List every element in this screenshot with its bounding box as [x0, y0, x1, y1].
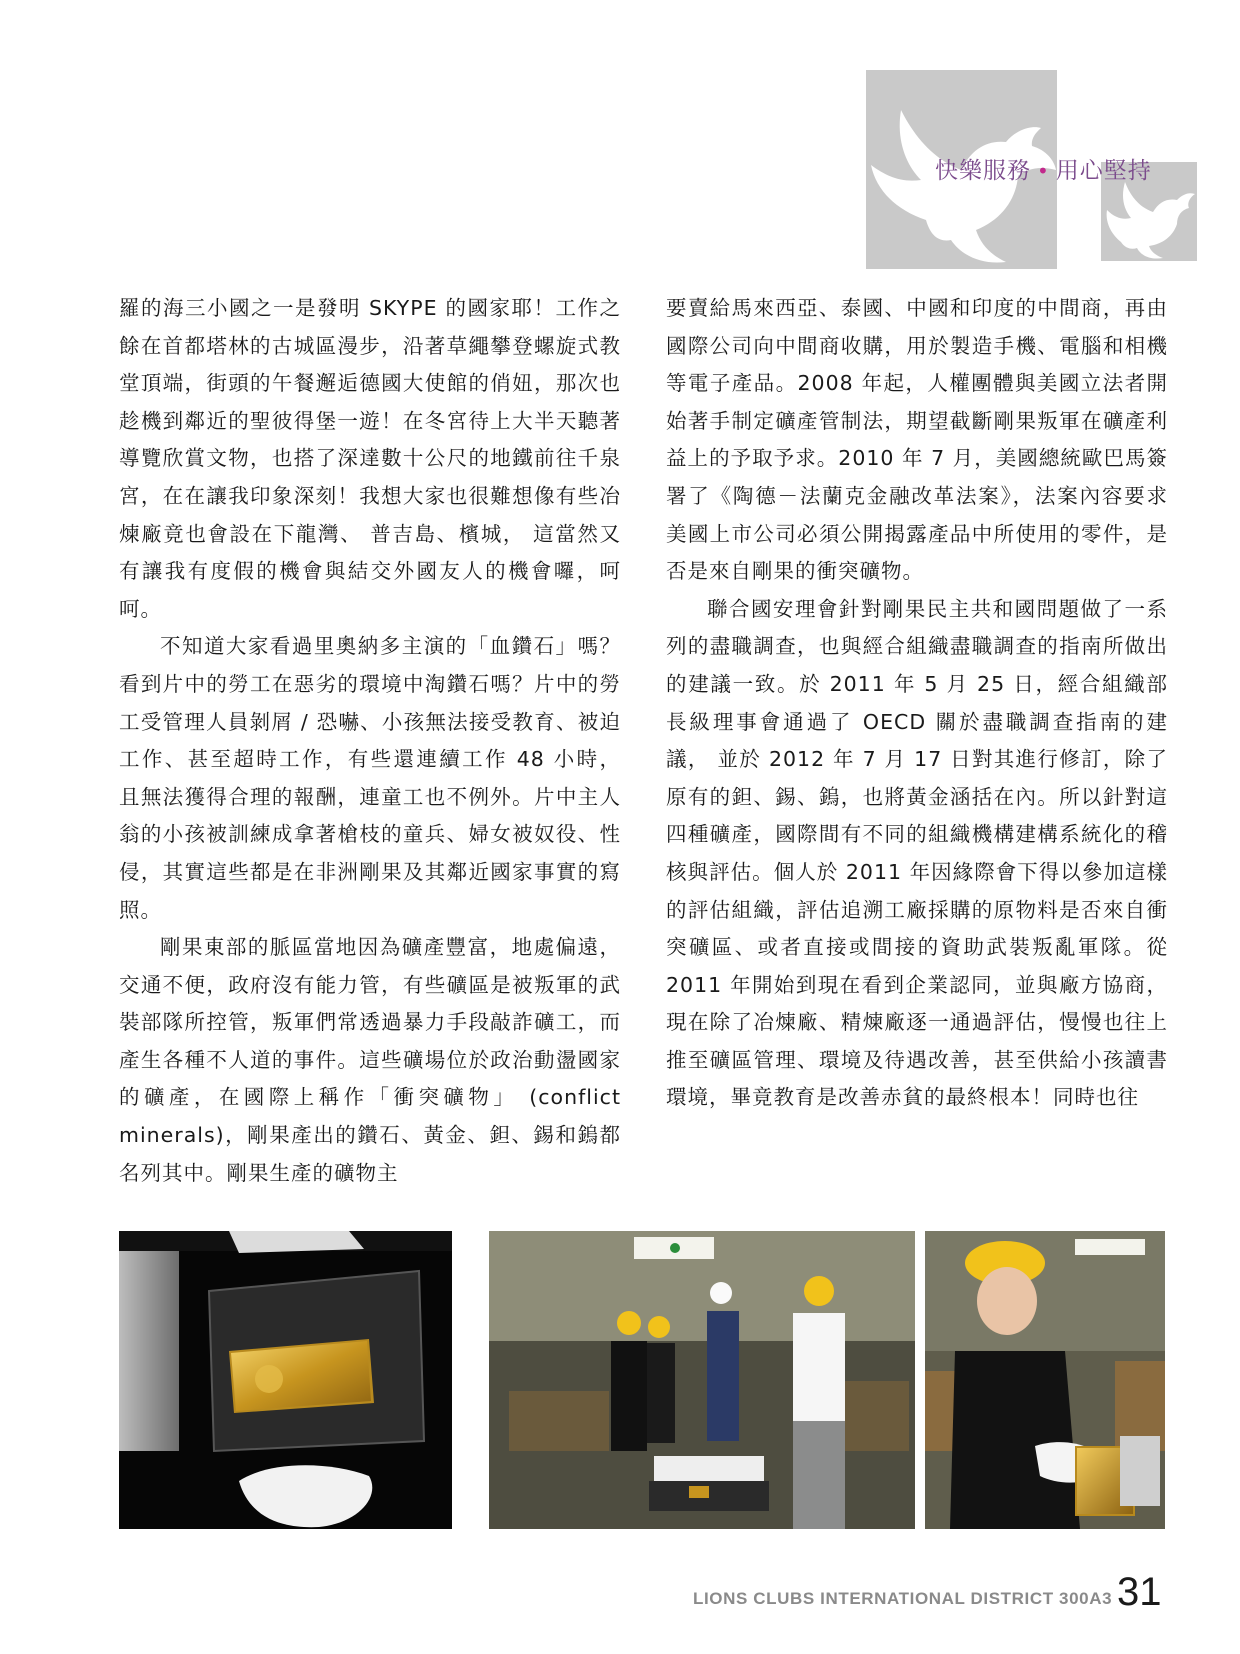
paragraph: 聯合國安理會針對剛果民主共和國問題做了一系列的盡職調查，也與經合組織盡職調查的指南所做出的建議一致。於 2011 年 5 月 25 日，經合組織部長級理事會通過了 OECD 關於盡職調查指南的建議， 並於 2012 年 7 月 17 日對其進行修訂，除了原有的鉭、錫、鎢，也將黃金涵括在內。所以針對這四種礦產，國際間有不同的組織機構建構系統化的稽核與評估。個人於 2011 年因緣際會下得以參加這樣的評估組織，評估追溯工廠採購的原物料是否來自衝突礦區、或者直接或間接的資助武裝叛亂軍隊。從 2011 年開始到現在看到企業認同，並與廠方協商，現在除了冶煉廠、精煉廠逐一通過評估，慢慢也往上推至礦區管理、環境及待遇改善，甚至供給小孩讀書環境，畢竟教育是改善赤貧的最終根本！同時也往 [666, 596, 1168, 1110]
article-right-column [666, 290, 1168, 1117]
photo-woman-gold-bar [925, 1231, 1165, 1529]
photo-factory-group [489, 1231, 915, 1529]
slogan-separator: • [1037, 159, 1050, 183]
paragraph: 羅的海三小國之一是發明 SKYPE 的國家耶！工作之餘在首都塔林的古城區漫步，沿著草繩攀登螺旋式教堂頂端，街頭的午餐邂逅德國大使館的俏妞，那次也趁機到鄰近的聖彼得堡一遊！在冬宮待上大半天聽著導覽欣賞文物，也搭了深達數十公尺的地鐵前往千泉宮，在在讓我印象深刻！我想大家也很難想像有些冶煉廠竟也會設在下龍灣、 普吉島、檳城， 這當然又有讓我有度假的機會與結交外國友人的機會囉，呵呵。 [119, 296, 621, 621]
header-slogan [935, 152, 1152, 185]
paragraph: 要賣給馬來西亞、泰國、中國和印度的中間商，再由國際公司向中間商收購，用於製造手機、電腦和相機等電子產品。2008 年起，人權團體與美國立法者開始著手制定礦產管制法，期望截斷剛果叛軍在礦產利益上的予取予求。2010 年 7 月，美國總統歐巴馬簽署了《陶德－法蘭克金融改革法案》，法案內容要求美國上市公司必須公開揭露產品中所使用的零件，是否是來自剛果的衝突礦物。 [666, 296, 1168, 584]
slogan-left: 快樂服務 [935, 158, 1031, 184]
paragraph: 不知道大家看過里奧納多主演的「血鑽石」嗎？ 看到片中的勞工在惡劣的環境中淘鑽石嗎？片中的勞工受管理人員剝屑 / 恐嚇、小孩無法接受教育、被迫工作、甚至超時工作，有些還連續工作 48 小時， 且無法獲得合理的報酬，連童工也不例外。片中主人翁的小孩被訓練成拿著槍枝的童兵、婦女被奴役、性侵，其實這些都是在非洲剛果及其鄰近國家事實的寫照。 [119, 634, 621, 922]
paragraph: 剛果東部的脈區當地因為礦產豐富，地處偏遠，交通不便，政府沒有能力管，有些礦區是被叛軍的武裝部隊所控管，叛軍們常透過暴力手段敲詐礦工，而產生各種不人道的事件。這些礦場位於政治動盪國家的礦產，在國際上稱作「衝突礦物」 (conflict minerals)，剛果產出的鑽石、黃金、鉭、錫和鎢都名列其中。剛果生產的礦物主 [119, 935, 621, 1185]
photo-gold-bar [119, 1231, 452, 1529]
slogan-right: 用心堅持 [1055, 158, 1152, 184]
publication-name: LIONS CLUBS INTERNATIONAL DISTRICT 300A3 [693, 1589, 1113, 1608]
page-number: 31 [1117, 1570, 1162, 1614]
article-left-column [119, 290, 621, 1192]
